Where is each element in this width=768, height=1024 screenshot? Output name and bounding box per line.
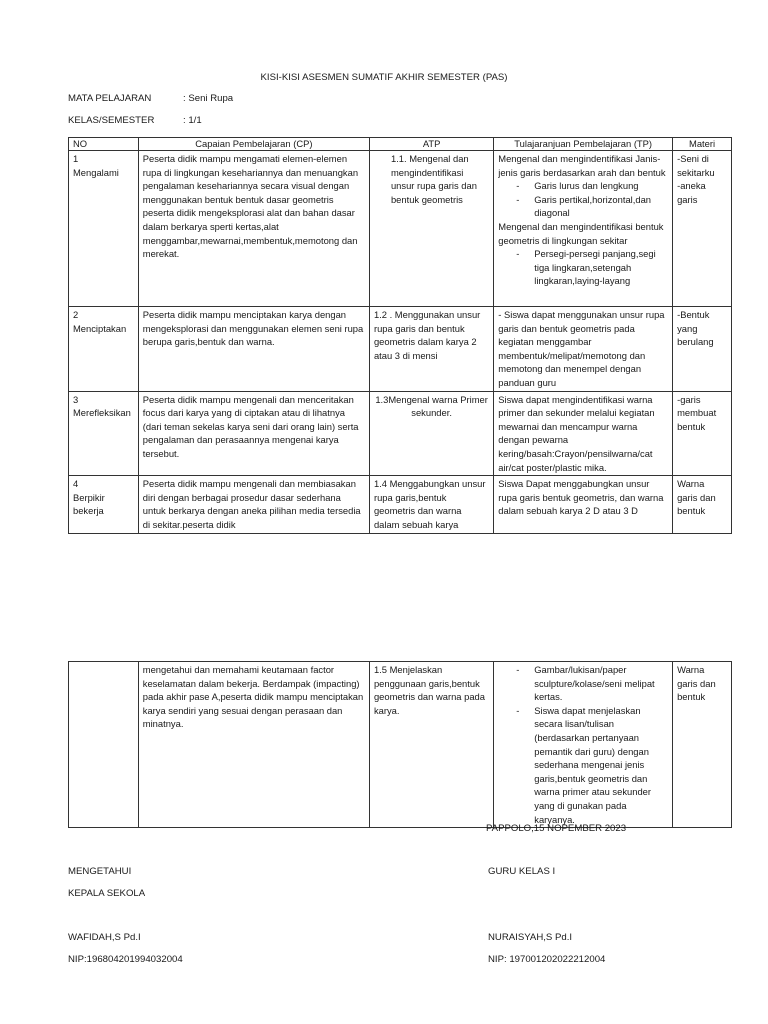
- atp-text: 1.1. Mengenal dan mengindentifikasi unsur rupa garis dan bentuk geometris: [390, 153, 477, 205]
- subject-value: : Seni Rupa: [183, 93, 234, 104]
- header-cp: Capaian Pembelajaran (CP): [138, 138, 369, 151]
- header-tp: Tulajaranjuan Pembelajaran (TP): [494, 138, 673, 151]
- list-item: - Gambar/lukisan/paper sculpture/kolase/seni melipat kertas.: [498, 663, 668, 704]
- atp-cell: [369, 151, 493, 307]
- class-label: KELAS/SEMESTER: [68, 115, 155, 126]
- row-number-cell: [69, 307, 139, 392]
- row-number: 4: [73, 478, 79, 490]
- cp-cell: mengetahui dan memahami keutamaan factor keselamatan dalam bekerja. Berdampak (impacting) pada akhir pase A,peserta didik mampu menciptakan karya sendiri yang sesuai dengan perasaan dan minatnya.: [138, 662, 369, 828]
- row-name: Mengalami: [73, 166, 119, 178]
- tp-list: [498, 247, 668, 288]
- tp-intro: Mengenal dan mengindentifikasi Janis-jenis garis berdasarkan arah dan bentuk: [498, 153, 666, 178]
- row-number: 2: [73, 309, 79, 320]
- tp-cell: Siswa Dapat menggabungkan unsur rupa garis bentuk geometris, dan warna dalam sebuah karya 2 D atau 3 D: [494, 476, 673, 533]
- class-value: : 1/1: [183, 115, 202, 126]
- cp-cell: Peserta didik mampu mengenali dan membiasakan diri dengan berbagai prosedur dasar sederhana untuk berkarya dengan aneka pilihan media tersedia di sekitar.peserta didik: [138, 476, 369, 533]
- place-date: PAPPOLO,15 NOPEMBER 2023: [486, 823, 627, 834]
- teacher-label: GURU KELAS I: [488, 866, 556, 877]
- list-item: - Garis lurus dan lengkung: [498, 179, 668, 193]
- atp-cell: 1.2 . Menggunakan unsur rupa garis dan bentuk geometris dalam karya 2 atau 3 di mensi: [369, 307, 493, 392]
- atp-cell: 1.4 Menggabungkan unsur rupa garis,bentuk geometris dan warna dalam sebuah karya: [369, 476, 493, 533]
- tp-list: [498, 663, 668, 826]
- teacher-nip: NIP: 197001202022212004: [488, 954, 606, 965]
- principal-nip: NIP:196804201994032004: [68, 954, 183, 965]
- subject-label: MATA PELAJARAN: [68, 93, 152, 104]
- acknowledged-label: MENGETAHUI: [68, 866, 132, 877]
- tp-cell: [494, 151, 673, 307]
- list-item: - Siswa dapat menjelaskan secara lisan/tulisan (berdasarkan pertanyaan pemantik dari guru) dengan sederhana mengenai jenis garis,bentuk geometris dan warna primer atau sekunder yang di gunakan pada karyanya.: [498, 704, 668, 826]
- row-number-cell: [69, 476, 139, 533]
- table-row: [69, 307, 732, 392]
- atp-cell: 1.5 Menjelaskan penggunaan garis,bentuk geometris dan warna pada karya.: [369, 662, 493, 828]
- principal-name: WAFIDAH,S Pd.I: [68, 932, 141, 943]
- tp-cell: Siswa dapat mengindentifikasi warna primer dan sekunder melalui kegiatan mewarnai dan mencampur warna dengan pewarna kering/basah:Crayon/pensilwarna/cat air/cat poster/plastic mika.: [494, 391, 673, 476]
- materi-cell: [673, 151, 732, 307]
- materi-cell: Warna garis dan bentuk: [673, 476, 732, 533]
- row-number-cell: [69, 151, 139, 307]
- row-name: Menciptakan: [73, 322, 127, 334]
- cp-cell: Peserta didik mampu menciptakan karya dengan mengeksplorasi dan menggunakan elemen seni rupa berupa garis,bentuk dan warna.: [138, 307, 369, 392]
- tp-mid: Mengenal dan mengindentifikasi bentuk geometris di lingkungan sekitar: [498, 220, 664, 246]
- row-number-cell: [69, 391, 139, 476]
- table-row: [69, 476, 732, 533]
- header-no: NO: [69, 138, 139, 151]
- cp-cell: Peserta didik mampu mengamati elemen-elemen rupa di lingkungan kesehariannya dan menuangkan pengalaman kesehariannya secara visual dengan menggunakan bentuk bentuk dasar geometris peserta didik mengeksplorasi alat dan bahan dasar dalam berkarya sperti kertas,alat menggambar,mewarnai,membentuk,memotong dan merekat.: [138, 151, 369, 307]
- table-header-row: [69, 138, 732, 151]
- table-row: [69, 391, 732, 476]
- continuation-table: [68, 661, 732, 828]
- assessment-grid-table: [68, 137, 732, 534]
- tp-cell: - Siswa dapat menggunakan unsur rupa garis dan bentuk geometris pada kegiatan menggambar membentuk/melipat/memotong dan memotong dan menempel dengan panduan guru: [494, 307, 673, 392]
- header-atp: ATP: [369, 138, 493, 151]
- materi-line: -aneka garis: [677, 180, 706, 205]
- table-row: [69, 662, 732, 828]
- row-name: Berpikir bekerja: [73, 491, 105, 517]
- row-name: Merefleksikan: [73, 407, 131, 419]
- row-number: 3: [73, 393, 79, 405]
- table-row: [69, 151, 732, 307]
- list-item: - Garis pertikal,horizontal,dan diagonal: [498, 193, 668, 220]
- materi-line: -Seni di sekitarku: [677, 153, 715, 178]
- atp-text: 1.3Mengenal warna Primer sekunder.: [375, 393, 488, 419]
- atp-cell: [369, 391, 493, 476]
- principal-label: KEPALA SEKOLA: [68, 888, 146, 899]
- materi-cell: Warna garis dan bentuk: [673, 662, 732, 828]
- header-materi: Materi: [673, 138, 732, 151]
- materi-cell: -garis membuat bentuk: [673, 391, 732, 476]
- list-item: - Persegi-persegi panjang,segi tiga lingkaran,setengah lingkaran,laying-layang: [498, 247, 668, 288]
- document-title: KISI-KISI ASESMEN SUMATIF AKHIR SEMESTER (PAS): [260, 72, 508, 83]
- tp-cell: [494, 662, 673, 828]
- teacher-name: NURAISYAH,S Pd.I: [488, 932, 573, 943]
- row-number: 1: [73, 153, 79, 164]
- materi-cell: -Bentuk yang berulang: [673, 307, 732, 392]
- tp-list: [498, 179, 668, 220]
- cp-cell: Peserta didik mampu mengenali dan menceritakan focus dari karya yang di ciptakan atau di lihatnya (dari teman sekelas karya seni dari orang lain) serta pengalaman dan perasaannya mengenai karya tersebut.: [138, 391, 369, 476]
- row-number-cell: [69, 662, 139, 828]
